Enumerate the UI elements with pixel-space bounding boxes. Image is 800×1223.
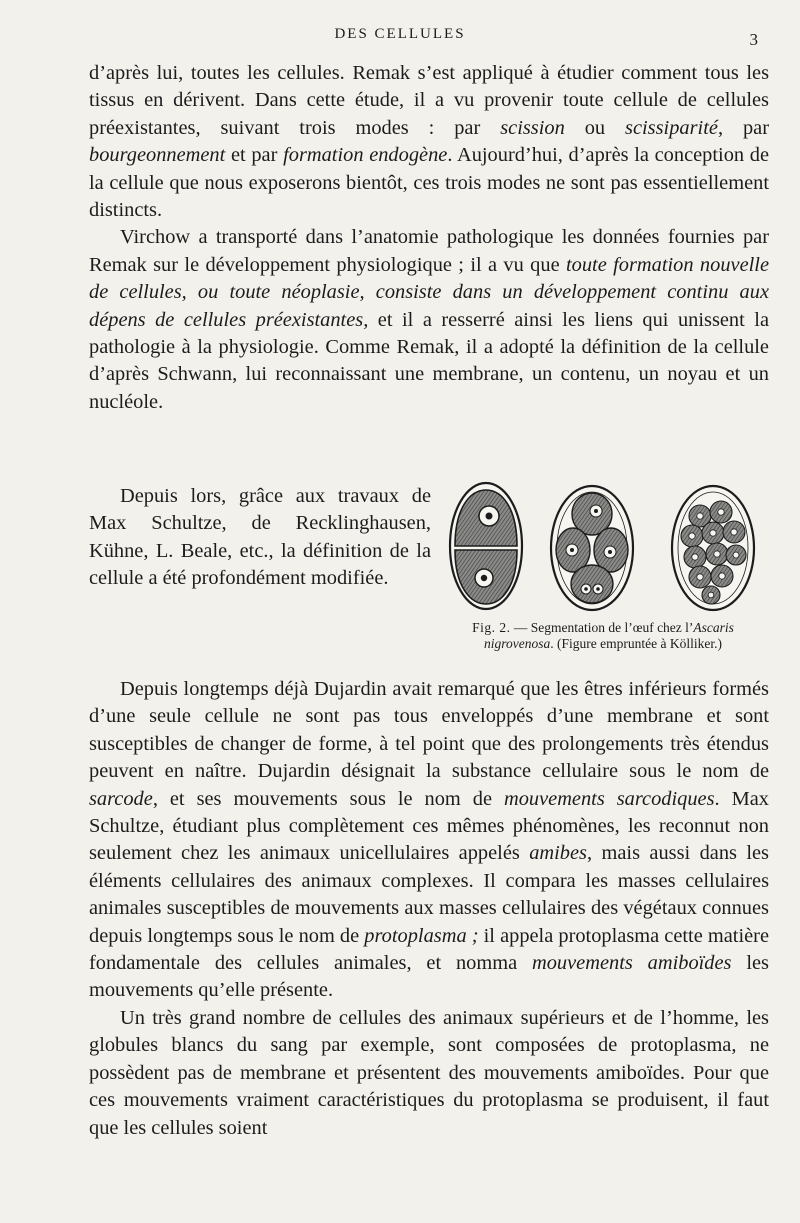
text-run: Depuis longtemps déjà Dujardin avait remarqué que les êtres inférieurs formés d’une seule cellule ne sont pas tous enveloppés d’une membrane et sont susceptibles de changer de forme, à tel point que des prolongements très étendus peuvent en naître. Dujardin désignait la substance cellulaire sous le nom de [89, 678, 769, 783]
text-run: Virchow a transporté dans l’anatomie pathologique les données fournies par Remak sur le développement physiologique ; il a vu que [89, 226, 769, 276]
paragraph-1 [89, 60, 769, 224]
egg-four-cell-stage [551, 486, 633, 610]
figure-label: Fig. 2. [472, 620, 511, 635]
text-block-bottom [89, 676, 769, 1142]
text-run: — Segmentation de l’œuf chez l’ [510, 620, 694, 635]
text-run: Un très grand nombre de cellules des animaux supérieurs et de l’homme, les globules blancs du sang par exemple, sont composées de protoplasma, ne possèdent pas de membrane et présentent des mouvements amiboïdes. Pour que ces mouvements vraiment caractéristiques du protoplasma se produisent, il faut que les cellules soient [89, 1006, 769, 1139]
page-number: 3 [749, 30, 758, 49]
paragraph-5 [89, 1005, 769, 1142]
italic-run: protoplasma ; [364, 924, 479, 947]
italic-run: formation endogène [283, 144, 448, 167]
italic-run: scissiparité [625, 116, 718, 139]
text-run: . (Figure empruntée à Kölliker.) [550, 636, 722, 651]
egg-two-cell-stage [450, 483, 522, 609]
text-block-beside-figure [89, 483, 431, 593]
italic-run: mouvements sarcodiques [503, 787, 715, 810]
text-run: , par [717, 116, 769, 139]
text-run: . Aujourd’hui, d’après la conception de la cellule que nous exposerons bientôt, ces trois modes ne sont pas essentiellement distincts. [89, 144, 770, 222]
italic-run: amibes [529, 842, 587, 865]
italic-run: sarcode [89, 787, 153, 810]
text-run: ou [564, 116, 626, 139]
paragraph-4 [89, 676, 769, 1005]
text-run: , mais aussi dans les éléments cellulaires des animaux complexes. Il compara les masses cellulaires animales susceptibles de mouvements aux masses cellulaires des végétaux connues depuis longtemps sous le nom de [89, 842, 769, 947]
italic-run: mouvements amiboïdes [532, 952, 732, 975]
figure-2 [438, 478, 768, 652]
text-run: , et ses mouvements sous le nom de [152, 787, 504, 810]
text-run: d’après lui, toutes les cellules. Remak s’est appliqué à étudier comment tous les tissus en dérivent. Dans cette étude, il a vu provenir toute cellule de cellules préexistantes, suivant trois modes : par [89, 62, 769, 139]
text-block-top [89, 60, 769, 416]
egg-segmentation-illustration [438, 478, 768, 616]
italic-run: Ascaris nigrovenosa [484, 620, 734, 651]
italic-run: bourgeonnement [89, 144, 226, 167]
paragraph-2 [89, 224, 769, 416]
text-run: il appela protoplasma cette matière fondamentale des cellules animales, et nomma [89, 924, 769, 975]
italic-run: scission [500, 116, 565, 139]
paragraph-3 [89, 483, 431, 593]
text-run: et il a resserré ainsi les liens qui unissent la pathologie à la physiologie. Comme Remak, il a adopté la définition de la cellule d’après Schwann, lui reconnaissant une membrane, un contenu, un noyau et un nucléole. [89, 308, 770, 413]
egg-morula-stage [672, 486, 754, 610]
text-run: . Max Schultze, étudiant plus complètement ces mêmes phénomènes, les reconnut non seulement chez les animaux unicellulaires appelés [89, 787, 769, 865]
figure-caption-text [484, 620, 734, 651]
italic-run: toute formation nouvelle de cellules, ou toute néoplasie, consiste dans un développement continu aux dépens de cellules préexistantes, [89, 253, 769, 331]
figure-caption [438, 620, 768, 652]
text-run: les mouvements qu’elle présente. [89, 952, 769, 1002]
text-run: et par [225, 144, 284, 167]
running-title: DES CELLULES [334, 26, 466, 42]
text-run: Depuis lors, grâce aux travaux de Max Schultze, de Recklinghausen, Kühne, L. Beale, etc., la définition de la cellule a été profondément modifiée. [89, 485, 431, 590]
